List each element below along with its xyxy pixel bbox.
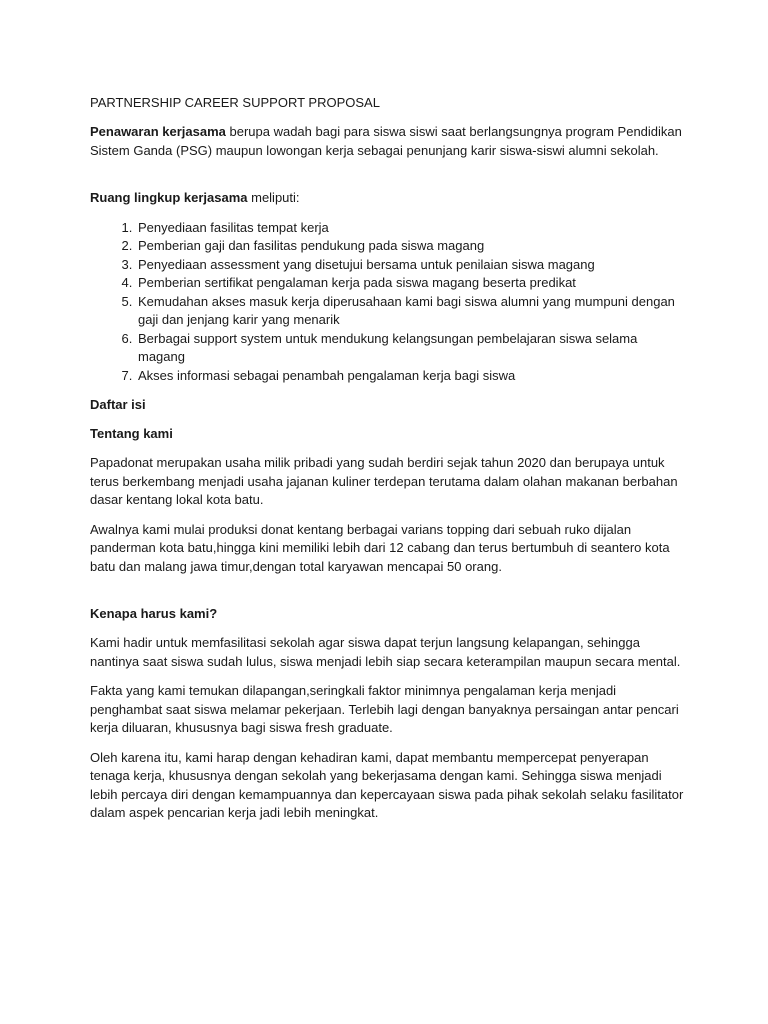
scope-list (90, 219, 685, 386)
offer-lead: Penawaran kerjasama (90, 124, 226, 139)
why-paragraph-1: Kami hadir untuk memfasilitasi sekolah agar siswa dapat terjun langsung kelapangan, sehingga nantinya saat siswa sudah lulus, siswa menjadi lebih siap secara keterampilan maupun secara mental. (90, 635, 681, 669)
list-item: 1. Penyediaan fasilitas tempat kerja (136, 219, 685, 238)
list-item: 2. Pemberian gaji dan fasilitas pendukung pada siswa magang (136, 237, 685, 256)
scope-intro (90, 189, 685, 208)
about-paragraph-2: Awalnya kami mulai produksi donat kentang berbagai varians topping dari sebuah ruko dijalan panderman kota batu,hingga kini memiliki lebih dari 12 cabang dan terus bertumbuh di seantero kota batu dan malang jawa timur,dengan total karyawan mencapai 50 orang. (90, 521, 670, 574)
why-paragraph-2: Fakta yang kami temukan dilapangan,seringkali faktor minimnya pengalaman kerja menjadi penghambat saat siswa melamar pekerjaan. Terlebih lagi dengan banyaknya persaingan antar pencari kerja diluaran, khususnya bagi siswa fresh graduate. (90, 683, 679, 735)
list-item: 4. Pemberian sertifikat pengalaman kerja pada siswa magang beserta predikat (136, 274, 685, 293)
about-heading: Tentang kami (90, 426, 173, 441)
offer-text: berupa wadah bagi para siswa siswi saat berlangsungnya program Pendidikan Sistem Ganda (PSG) maupun lowongan kerja sebagai penunjang karir siswa-siswi alumni sekolah. (90, 124, 682, 158)
offer-paragraph (90, 123, 685, 160)
list-item: 3. Penyediaan assessment yang disetujui bersama untuk penilaian siswa magang (136, 256, 685, 275)
about-paragraph-1: Papadonat merupakan usaha milik pribadi yang sudah berdiri sejak tahun 2020 dan berupaya untuk terus berkembang menjadi usaha jajanan kuliner terdepan terutama dalam olahan makanan berbahan dasar kentang lokal kota batu. (90, 455, 678, 507)
document-body (90, 94, 685, 834)
list-item: 6. Berbagai support system untuk mendukung kelangsungan pembelajaran siswa selama magang (136, 330, 685, 367)
list-item: 7. Akses informasi sebagai penambah pengalaman kerja bagi siswa (136, 367, 685, 386)
toc-heading: Daftar isi (90, 397, 146, 412)
scope-text: meliputi: (247, 190, 300, 205)
scope-lead: Ruang lingkup kerjasama (90, 190, 248, 205)
why-heading: Kenapa harus kami? (90, 606, 218, 621)
why-paragraph-3: Oleh karena itu, kami harap dengan kehadiran kami, dapat membantu mempercepat penyerapan tenaga kerja, khususnya dengan sekolah yang bekerjasama dengan kami. Sehingga siswa menjadi lebih percaya diri dengan kemampuannya dan kepercayaan siswa pada pihak sekolah selaku fasilitator dalam aspek pencarian kerja jadi lebih meningkat. (90, 749, 684, 820)
document-title: PARTNERSHIP CAREER SUPPORT PROPOSAL (90, 95, 380, 110)
list-item: 5. Kemudahan akses masuk kerja diperusahaan kami bagi siswa alumni yang mumpuni dengan gaji dan jenjang karir yang menarik (136, 293, 685, 330)
